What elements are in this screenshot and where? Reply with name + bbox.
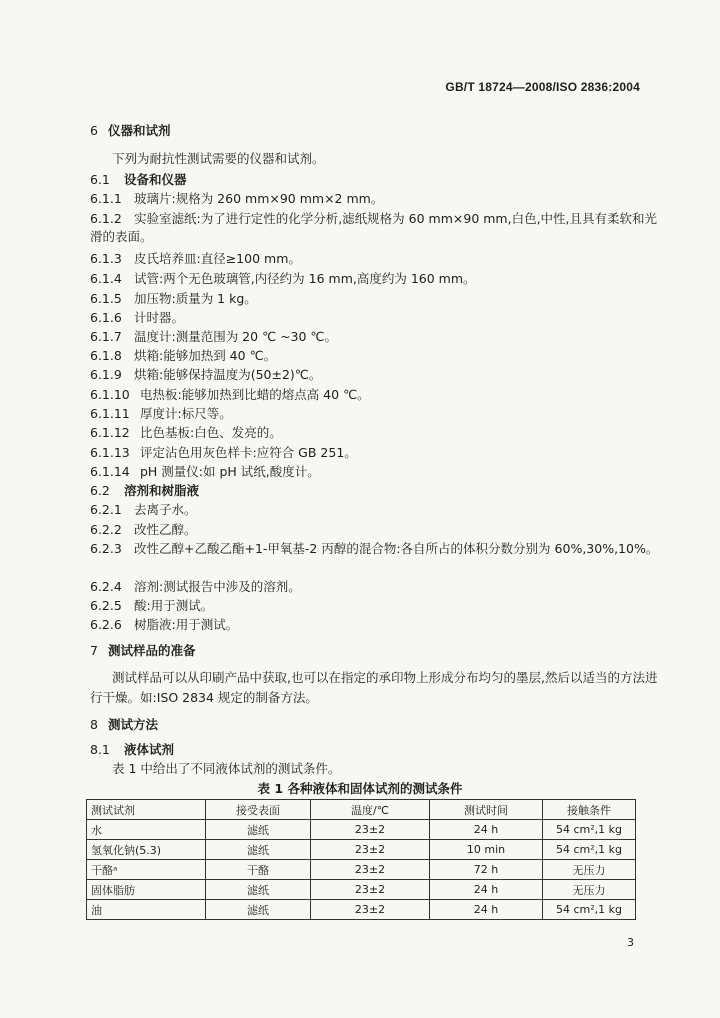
section-8-heading	[90, 716, 158, 734]
section-title: 测试方法	[108, 717, 159, 732]
table-caption: 表 1 各种液体和固体试剂的测试条件	[257, 781, 463, 796]
subsection-number: 8.1	[90, 742, 110, 757]
list-item	[90, 540, 660, 558]
list-item	[90, 424, 282, 442]
item-text: 试管:两个无色玻璃管,内径约为 16 mm,高度约为 160 mm。	[134, 271, 476, 286]
table-cell: 滤纸	[206, 880, 311, 900]
item-number: 6.2.3	[90, 541, 122, 556]
item-number: 6.1.8	[90, 348, 122, 363]
item-number: 6.1.6	[90, 310, 122, 325]
section-title: 测试样品的准备	[108, 643, 196, 658]
list-item	[90, 328, 337, 346]
item-text: 比色基板:白色、发亮的。	[140, 425, 282, 440]
standard-code: GB/T 18724—2008/ISO 2836:2004	[445, 80, 640, 94]
item-number: 6.1.2	[90, 211, 122, 226]
section-7-paragraph: 测试样品可以从印刷产品中获取,也可以在指定的承印物上形成分布均匀的墨层,然后以适当的方法进行干燥。如:ISO 2834 规定的制备方法。	[90, 670, 658, 705]
item-text: 加压物:质量为 1 kg。	[134, 291, 257, 306]
table-cell: 54 cm²,1 kg	[543, 900, 636, 920]
item-number: 6.2.6	[90, 617, 122, 632]
item-text: 改性乙醇。	[134, 522, 197, 537]
item-number: 6.1.11	[90, 406, 130, 421]
section-7-heading	[90, 642, 196, 660]
table-cell: 23±2	[311, 900, 430, 920]
table-cell: 24 h	[430, 820, 543, 840]
item-number: 6.2.1	[90, 502, 122, 517]
table-cell: 干酪	[206, 860, 311, 880]
table-cell: 固体脂肪	[87, 880, 206, 900]
subsection-number: 6.2	[90, 483, 110, 498]
table-cell: 干酪ᵃ	[87, 860, 206, 880]
table-cell: 23±2	[311, 820, 430, 840]
page-number: 3	[627, 936, 634, 949]
table-cell: 无压力	[543, 860, 636, 880]
table-cell: 氢氧化钠(5.3)	[87, 840, 206, 860]
item-text: 厚度计:标尺等。	[140, 406, 232, 421]
list-item	[90, 405, 232, 423]
list-item	[90, 366, 321, 384]
subsection-6-2-heading	[90, 482, 199, 500]
table-cell: 72 h	[430, 860, 543, 880]
column-header: 测试试剂	[87, 800, 206, 820]
table-cell: 10 min	[430, 840, 543, 860]
list-item	[90, 501, 197, 519]
item-text: 玻璃片:规格为 260 mm×90 mm×2 mm。	[134, 191, 384, 206]
list-item	[90, 616, 238, 634]
section-6-intro: 下列为耐抗性测试需要的仪器和试剂。	[112, 151, 325, 166]
table-cell: 23±2	[311, 840, 430, 860]
table-cell: 24 h	[430, 880, 543, 900]
item-text: 酸:用于测试。	[134, 598, 214, 613]
table-row	[87, 860, 636, 880]
item-number: 6.1.9	[90, 367, 122, 382]
item-number: 6.2.4	[90, 579, 122, 594]
list-item	[90, 270, 476, 288]
list-item	[90, 597, 213, 615]
column-header: 接触条件	[543, 800, 636, 820]
item-text: 评定沾色用灰色样卡:应符合 GB 251。	[140, 445, 357, 460]
column-header: 温度/℃	[311, 800, 430, 820]
table-cell: 23±2	[311, 880, 430, 900]
subsection-title: 溶剂和树脂液	[124, 483, 200, 498]
table-cell: 23±2	[311, 860, 430, 880]
table-cell: 无压力	[543, 880, 636, 900]
section-title: 仪器和试剂	[108, 123, 171, 138]
item-number: 6.1.14	[90, 464, 130, 479]
table-row	[87, 820, 636, 840]
item-number: 6.1.12	[90, 425, 130, 440]
item-number: 6.1.1	[90, 191, 122, 206]
table-cell: 54 cm²,1 kg	[543, 840, 636, 860]
subsection-number: 6.1	[90, 172, 110, 187]
item-number: 6.1.13	[90, 445, 130, 460]
list-item	[90, 347, 276, 365]
item-number: 6.1.10	[90, 387, 130, 402]
list-item	[90, 578, 301, 596]
list-item	[90, 210, 660, 246]
list-item	[90, 463, 320, 481]
table-cell: 54 cm²,1 kg	[543, 820, 636, 840]
table-cell: 滤纸	[206, 840, 311, 860]
item-text: 烘箱:能够保持温度为(50±2)℃。	[134, 367, 322, 382]
section-number: 7	[90, 643, 98, 658]
item-text: 溶剂:测试报告中涉及的溶剂。	[134, 579, 301, 594]
test-conditions-table	[86, 799, 636, 920]
table-header-row	[87, 800, 636, 820]
item-text: 皮氏培养皿:直径≥100 mm。	[134, 251, 301, 266]
item-text: 树脂液:用于测试。	[134, 617, 239, 632]
list-item	[90, 290, 257, 308]
table-cell: 滤纸	[206, 900, 311, 920]
section-6-heading	[90, 122, 171, 140]
table-cell: 油	[87, 900, 206, 920]
item-text: 电热板:能够加热到比蜡的熔点高 40 ℃。	[140, 387, 370, 402]
subsection-6-1-heading	[90, 171, 187, 189]
subsection-8-1-heading	[90, 741, 174, 759]
subsection-title: 液体试剂	[124, 742, 175, 757]
table-cell: 水	[87, 820, 206, 840]
item-number: 6.2.2	[90, 522, 122, 537]
subsection-title: 设备和仪器	[124, 172, 187, 187]
list-item	[90, 444, 357, 462]
section-8-intro: 表 1 中给出了不同液体试剂的测试条件。	[112, 761, 341, 776]
section-number: 8	[90, 717, 98, 732]
item-number: 6.2.5	[90, 598, 122, 613]
table-row	[87, 880, 636, 900]
item-number: 6.1.4	[90, 271, 122, 286]
list-item	[90, 521, 197, 539]
table-cell: 24 h	[430, 900, 543, 920]
section-number: 6	[90, 123, 98, 138]
list-item	[90, 309, 184, 327]
column-header: 测试时间	[430, 800, 543, 820]
item-text: 实验室滤纸:为了进行定性的化学分析,滤纸规格为 60 mm×90 mm,白色,中性,且具有柔软和光滑的表面。	[90, 211, 658, 244]
item-text: pH 测量仪:如 pH 试纸,酸度计。	[140, 464, 320, 479]
item-number: 6.1.3	[90, 251, 122, 266]
item-text: 改性乙醇+乙酸乙酯+1-甲氧基-2 丙醇的混合物:各自所占的体积分数分别为 60%,30%,10%。	[134, 541, 659, 556]
list-item	[90, 250, 301, 268]
item-text: 温度计:测量范围为 20 ℃ ~30 ℃。	[134, 329, 337, 344]
item-text: 计时器。	[134, 310, 185, 325]
list-item	[90, 190, 383, 208]
list-item	[90, 386, 370, 404]
table-cell: 滤纸	[206, 820, 311, 840]
item-number: 6.1.5	[90, 291, 122, 306]
item-text: 去离子水。	[134, 502, 197, 517]
table-row	[87, 840, 636, 860]
item-text: 烘箱:能够加热到 40 ℃。	[134, 348, 277, 363]
item-number: 6.1.7	[90, 329, 122, 344]
column-header: 接受表面	[206, 800, 311, 820]
table-row	[87, 900, 636, 920]
